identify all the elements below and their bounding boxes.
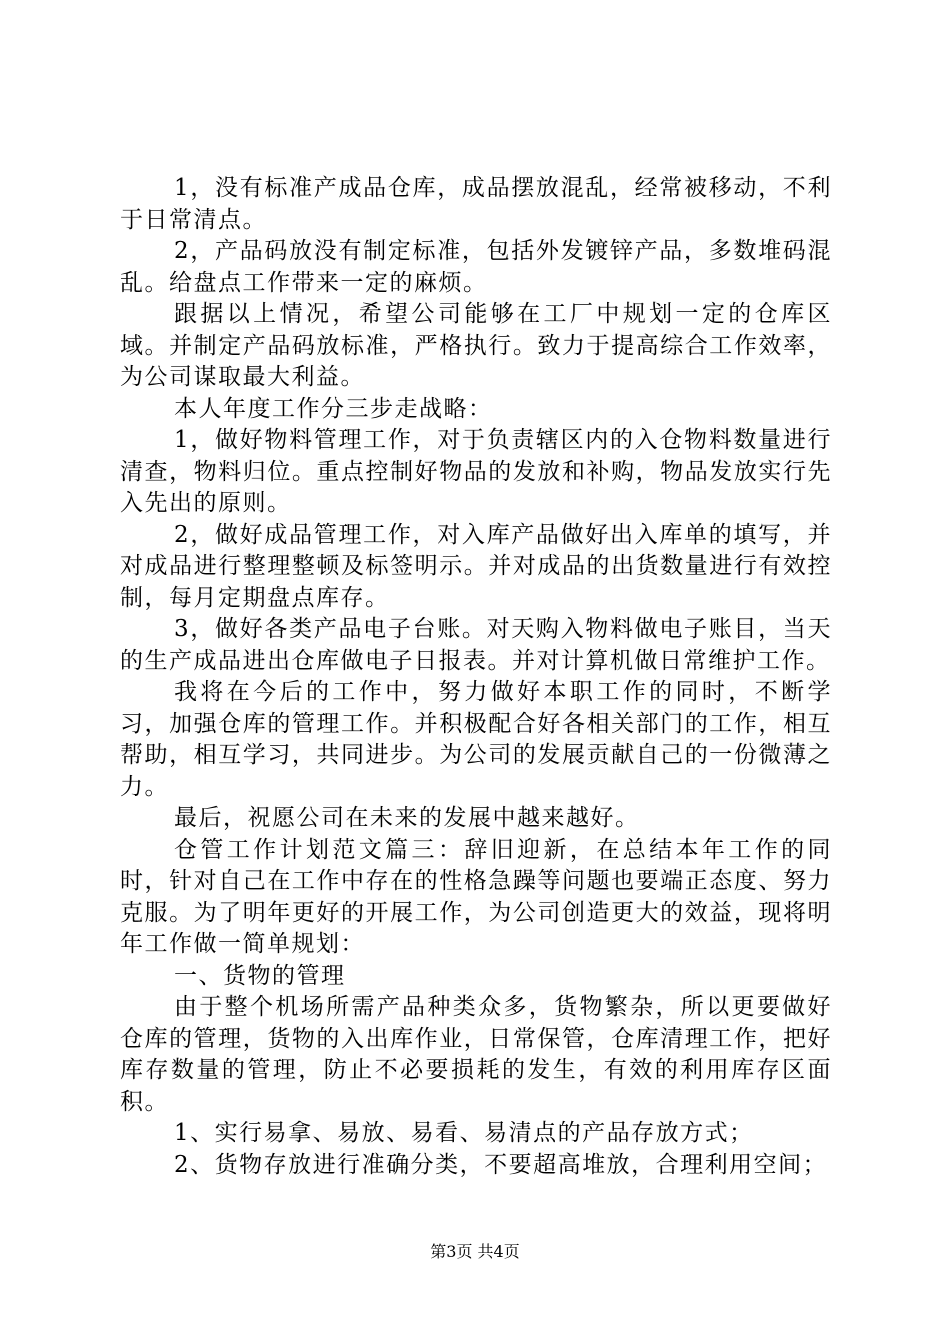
paragraph: 最后，祝愿公司在未来的发展中越来越好。 (174, 805, 640, 831)
paragraph: 本人年度工作分三步走战略： (174, 395, 493, 422)
page-footer: 第3页 共4页 (430, 1242, 520, 1261)
paragraph: 跟据以上情况，希望公司能够在工厂中规划一定的仓库区域。并制定产品码放标准，严格执行。致力于提高综合工作效率，为公司谋取最大利益。 (120, 301, 832, 390)
paragraph: 2，做好成品管理工作，对入库产品做好出入库单的填写，并对成品进行整理整顿及标签明示。并对成品的出货数量进行有效控制，每月定期盘点库存。 (120, 521, 832, 611)
document-body (120, 173, 832, 1181)
paragraph: 2、货物存放进行准确分类，不要超高堆放，合理利用空间； (174, 1151, 828, 1178)
section-heading: 一、货物的管理 (174, 962, 346, 989)
paragraph: 3，做好各类产品电子台账。对天购入物料做电子账目，当天的生产成品进出仓库做电子日报表。并对计算机做日常维护工作。 (120, 616, 832, 674)
paragraph: 由于整个机场所需产品种类众多，货物繁杂，所以更要做好仓库的管理，货物的入出库作业，日常保管，仓库清理工作，把好库存数量的管理，防止不必要损耗的发生，有效的利用库存区面积。 (120, 994, 832, 1115)
paragraph: 1、实行易拿、易放、易看、易清点的产品存放方式； (174, 1120, 754, 1146)
paragraph: 我将在今后的工作中，努力做好本职工作的同时，不断学习，加强仓库的管理工作。并积极配合好各相关部门的工作，相互帮助，相互学习，共同进步。为公司的发展贡献自己的一份微薄之力。 (120, 679, 832, 800)
paragraph: 2，产品码放没有制定标准，包括外发镀锌产品，多数堆码混乱。给盘点工作带来一定的麻烦。 (120, 238, 832, 296)
paragraph: 1，没有标准产成品仓库，成品摆放混乱，经常被移动，不利于日常清点。 (120, 175, 832, 233)
paragraph: 1，做好物料管理工作，对于负责辖区内的入仓物料数量进行清查，物料归位。重点控制好物品的发放和补购，物品发放实行先入先出的原则。 (120, 427, 832, 516)
paragraph: 仓管工作计划范文篇三：辞旧迎新，在总结本年工作的同时，针对自己在工作中存在的性格急躁等问题也要端正态度、努力克服。为了明年更好的开展工作，为公司创造更大的效益，现将明年工作做一简单规划： (120, 836, 832, 957)
